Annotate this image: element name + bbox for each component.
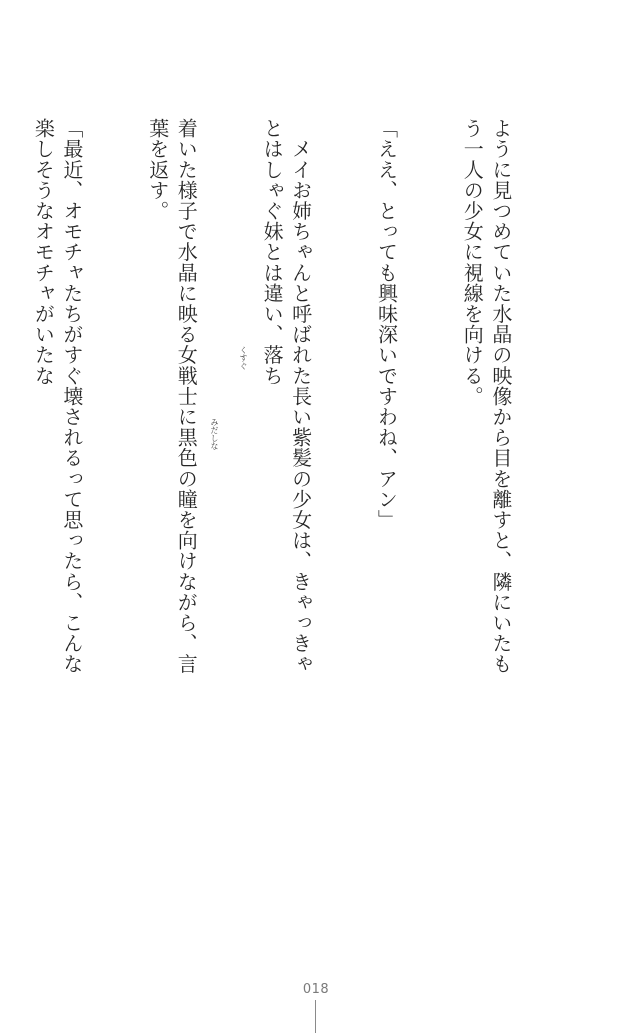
ruby-kusuguttai: くすぐ	[239, 346, 248, 370]
text-line: 着いた様子で水晶に映る女戦士に黒色の瞳を向けながら、言葉を返す。	[145, 118, 199, 675]
page-footer-rule	[315, 1000, 316, 1033]
text-line: 「ええ、とっても興味深いですわね、アン」	[374, 118, 399, 530]
text-line: ように見つめていた水晶の映像から目を離すと、隣にいたもう一人の少女に視線を向ける。	[460, 118, 513, 675]
vertical-text-body	[31, 118, 572, 678]
text-line: 「最近、オモチャたちがすぐ壊されるって思ったら、こんな楽しそうなオモチャがいたな	[31, 118, 84, 675]
ruby-midashinami: みだしな	[210, 418, 219, 450]
page-number: 018	[302, 982, 330, 997]
text-line: メイお姉ちゃんと呼ばれた長い紫髪の少女は、きゃっきゃとはしゃぐ妹とは違い、落ち	[260, 118, 313, 675]
